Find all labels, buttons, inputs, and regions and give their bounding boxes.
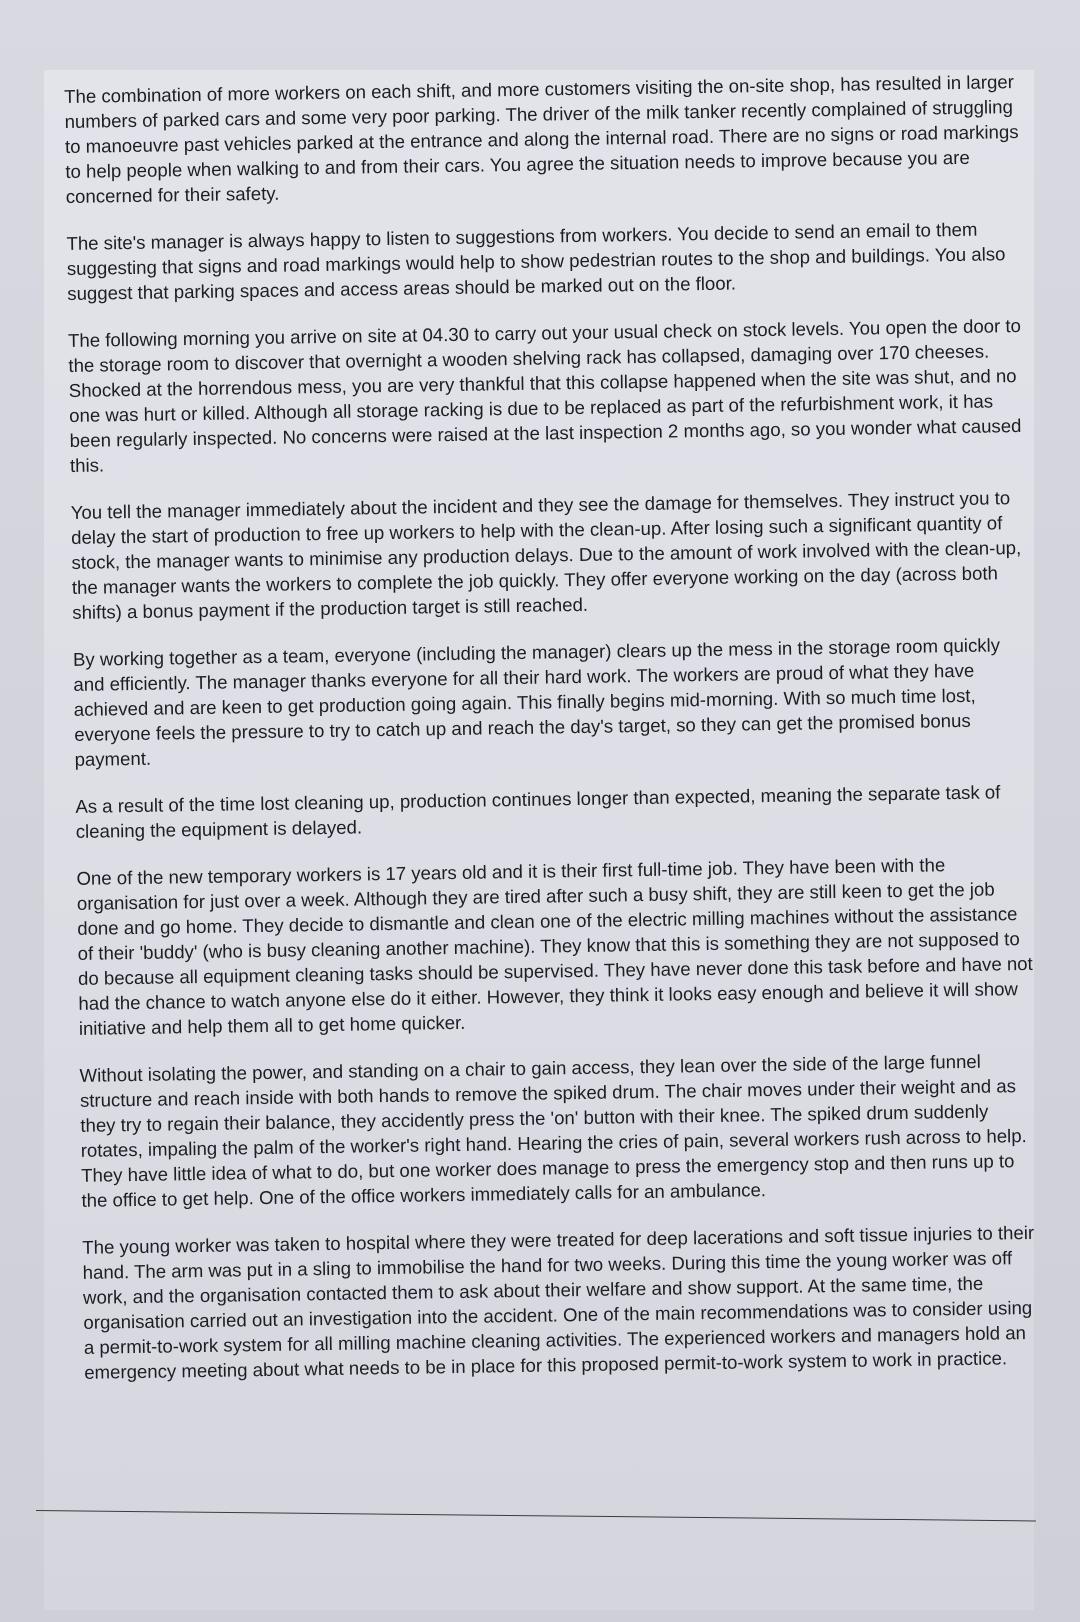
paragraph-manager-email: The site's manager is always happy to listen to suggestions from workers. You decide to send an email to them suggesting that signs and road markings would help to show pedestrian routes to the shop and buildings. You also suggest that parking spaces and access areas should be marked out on the floor. bbox=[66, 218, 1006, 304]
paragraph-parking: The combination of more workers on each shift, and more customers visiting the on-site shop, has resulted in larger numbers of parked cars and some very poor parking. The driver of the milk tanker recently complained of struggling to manoeuvre past vehicles parked at the entrance and along the internal road. There are no signs or road markings to help people when walking to and from their cars. You agree the situation needs to improve because you are concerned for their safety. bbox=[64, 71, 1019, 207]
paragraph-young-worker: One of the new temporary workers is 17 years old and it is their first full-time job. They have been with the organisation for just over a week. Although they are tired after such a busy shift, they are still keen to get the job done and go home. They decide to dismantle and clean one of the electric milling machines without the assistance of their 'buddy' (who is busy cleaning another machine). They know that this is something they are not supposed to do because all equipment cleaning tasks should be supervised. They have never done this task before and have not had the chance to watch anyone else do it either. However, they think it looks easy enough and believe it will show initiative and help them all to get home quicker. bbox=[76, 854, 1033, 1039]
paragraph-investigation: The young worker was taken to hospital where they were treated for deep lacerations and soft tissue injuries to their hand. The arm was put in a sling to immobilise the hand for two weeks. During this time the young worker was off work, and the organisation contacted them to ask about their welfare and show support. At the same time, the organisation carried out an investigation into the accident. One of the main recommendations was to consider using a permit-to-work system for all milling machine cleaning activities. The experienced workers and managers hold an emergency meeting about what needs to be in place for this proposed permit-to-work system to work in practice. bbox=[82, 1221, 1035, 1383]
paragraph-accident: Without isolating the power, and standing on a chair to gain access, they lean over the side of the large funnel structure and reach inside with both hands to remove the spiked drum. The chair moves under their weight and as they try to regain their balance, they accidently press the 'on' button with their knee. The spiked drum suddenly rotates, impaling the palm of the worker's right hand. Hearing the cries of pain, several workers rush across to help. They have little idea of what to do, but one worker does manage to press the emergency stop and then runs up to the office to get help. One of the office workers immediately calls for an ambulance. bbox=[79, 1050, 1027, 1211]
paragraph-clean-up: You tell the manager immediately about the incident and they see the damage for themselves. They instruct you to delay the start of production to free up workers to help with the clean-up. After losing such a significant quantity of stock, the manager wants to minimise any production delays. Due to the amount of work involved with the clean-up, the manager wants the workers to complete the job quickly. They offer everyone working on the day (across both shifts) a bonus payment if the production target is still reached. bbox=[70, 487, 1022, 623]
paragraph-rack-collapse: The following morning you arrive on site at 04.30 to carry out your usual check on stock levels. You open the door to the storage room to discover that overnight a wooden shelving rack has collapsed, damaging over 170 cheeses. Shocked at the horrendous mess, you are very thankful that this collapse happened when the site was shut, and no one was hurt or killed. Although all storage racking is due to be replaced as part of the refurbishment work, it has been regularly inspected. No concerns were raised at the last inspection 2 months ago, so you wonder what caused this. bbox=[67, 315, 1022, 476]
document-body bbox=[64, 69, 1040, 1407]
paragraph-delay: As a result of the time lost cleaning up, production continues longer than expected, meaning the separate task of cleaning the equipment is delayed. bbox=[75, 781, 1001, 842]
paragraph-teamwork: By working together as a team, everyone (including the manager) clears up the mess in the storage room quickly and efficiently. The manager thanks everyone for all their hard work. The workers are proud of what they have achieved and are keen to get production going again. This finally begins mid-morning. With so much time lost, everyone feels the pressure to try to catch up and reach the day's target, so they can get the promised bonus payment. bbox=[72, 634, 1001, 770]
